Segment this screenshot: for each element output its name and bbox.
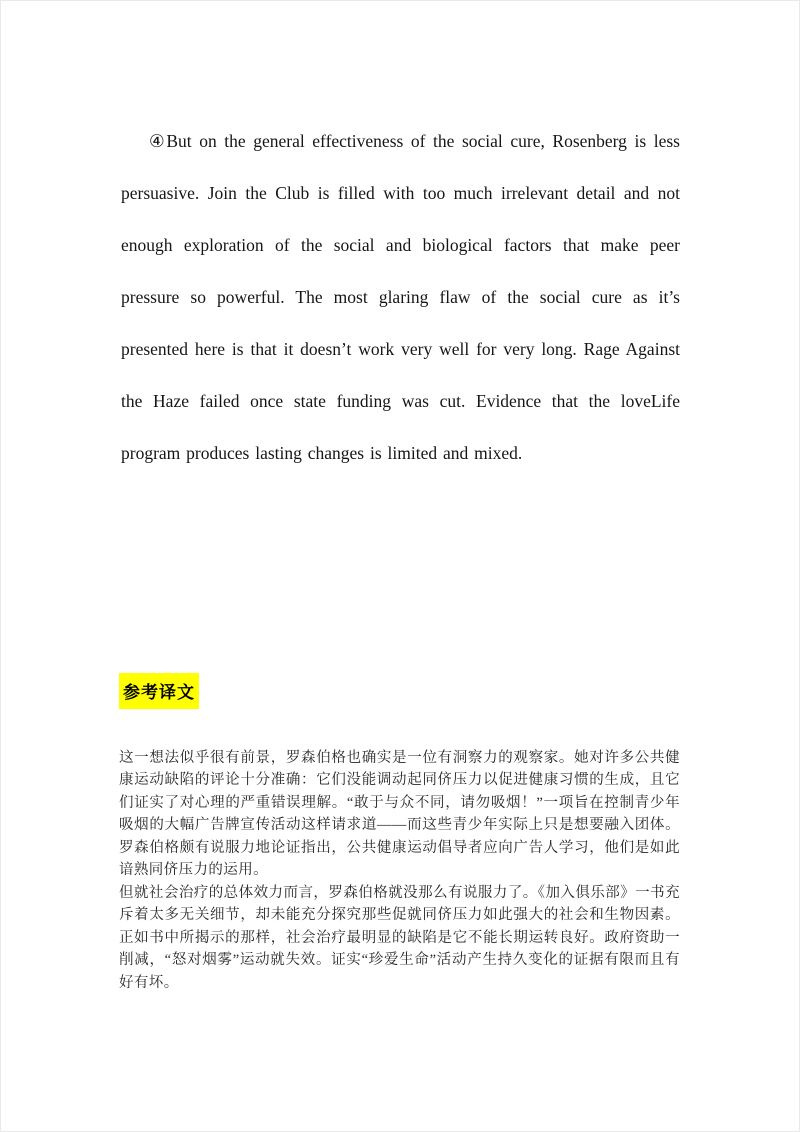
translation-paragraph-2: 但就社会治疗的总体效力而言，罗森伯格就没那么有说服力了。《加入俱乐部》一书充斥着太多无关细节，却未能充分探究那些促就同侪压力如此强大的社会和生物因素。正如书中所揭示的那样，社会治疗最明显的缺陷是它不能长期运转良好。政府资助一削减，“怒对烟雾”运动就失效。证实“珍爱生命”活动产生持久变化的证据有限而且有好有坏。 <box>119 884 680 991</box>
reference-translation-heading: 参考译文 <box>119 673 199 709</box>
translation-paragraph-1: 这一想法似乎很有前景，罗森伯格也确实是一位有洞察力的观察家。她对许多公共健康运动缺陷的评论十分准确：它们没能调动起同侪压力以促进健康习惯的生成，且它们证实了对心理的严重错误理解。“敢于与众不同，请勿吸烟！”一项旨在控制青少年吸烟的大幅广告牌宣传活动这样请求道——而这些青少年实际上只是想要融入团体。罗森伯格颇有说服力地论证指出，公共健康运动倡导者应向广告人学习，他们是如此谙熟同侪压力的运用。 <box>119 749 680 879</box>
english-paragraph: ④But on the general effectiveness of the social cure, Rosenberg is less persuasive. Join the Club is filled with too much irrelevant detail and not enough exploration of the social and biological factors that make peer pressure so powerful. The most glaring flaw of the social cure as it’s presented here is that it doesn’t work very well for very long. Rage Against the Haze failed once state funding was cut. Evidence that the loveLife program produces lasting changes is limited and mixed. <box>121 130 680 463</box>
